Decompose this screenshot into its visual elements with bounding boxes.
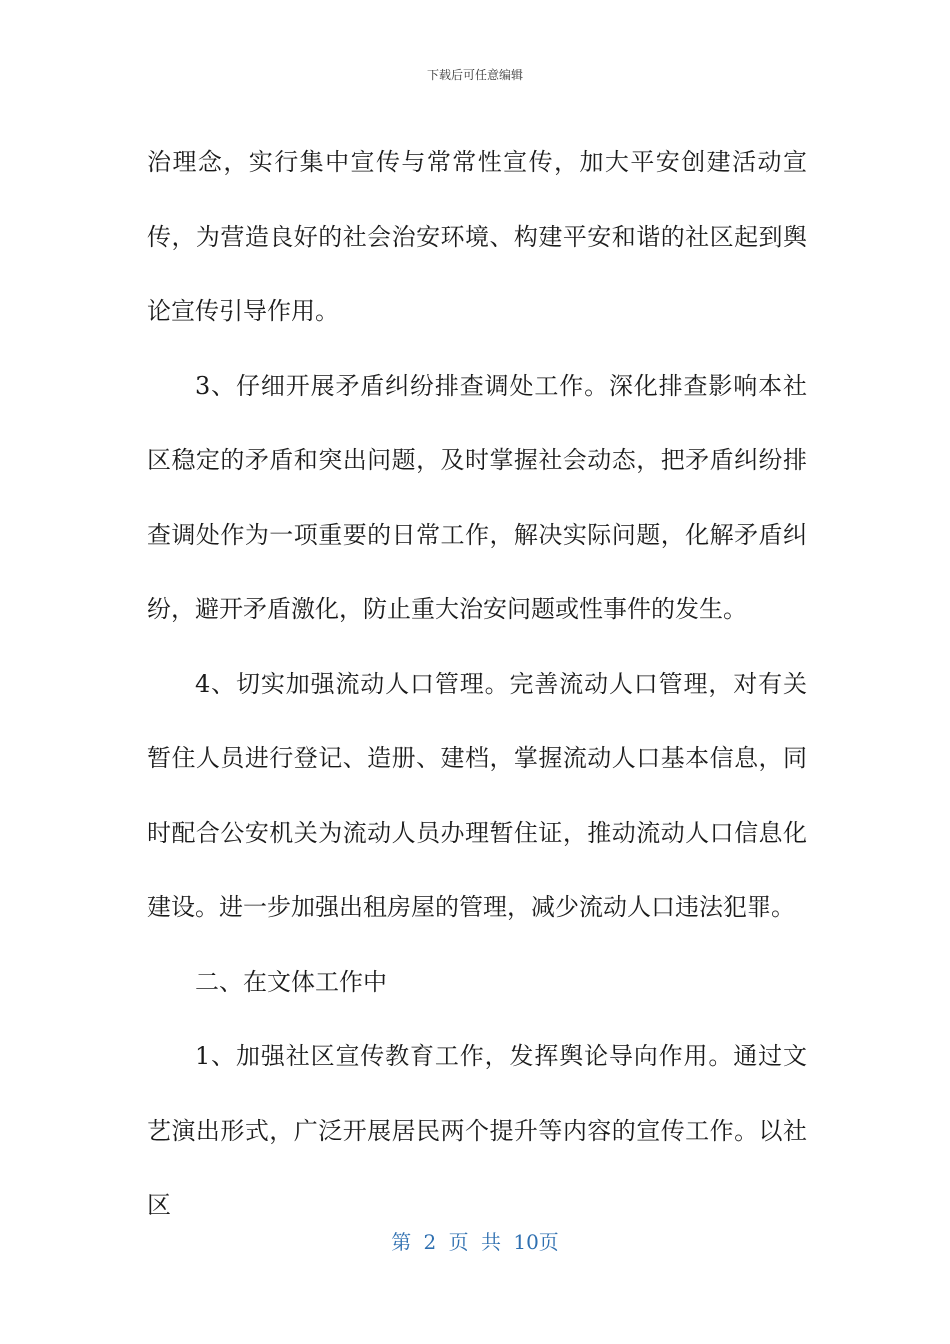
paragraph-item-3: 3、仔细开展矛盾纠纷排查调处工作。深化排查影响本社区稳定的矛盾和突出问题，及时掌握社会动态，把矛盾纠纷排查调处作为一项重要的日常工作，解决实际问题，化解矛盾纠纷，避开矛盾激化，防止重大治安问题或性事件的发生。 xyxy=(147,371,807,623)
paragraph-item-1: 1、加强社区宣传教育工作，发挥舆论导向作用。通过文艺演出形式，广泛开展居民两个提升等内容的宣传工作。以社区 xyxy=(147,1042,807,1219)
section-heading-culture-sports: 二、在文体工作中 xyxy=(195,967,387,996)
page-number-footer: 第 2 页 共 10页 xyxy=(391,1230,559,1254)
paragraph-item-4: 4、切实加强流动人口管理。完善流动人口管理，对有关暂住人员进行登记、造册、建档，掌握流动人口基本信息，同时配合公安机关为流动人员办理暂住证，推动流动人口信息化建设。进一步加强出租房屋的管理，减少流动人口违法犯罪。 xyxy=(147,669,807,921)
page-header-note: 下载后可任意编辑 xyxy=(426,68,523,82)
paragraph-continuation: 治理念，实行集中宣传与常常性宣传，加大平安创建活动宣传，为营造良好的社会治安环境、构建平安和谐的社区起到舆论宣传引导作用。 xyxy=(147,148,807,325)
document-body xyxy=(147,125,807,1243)
